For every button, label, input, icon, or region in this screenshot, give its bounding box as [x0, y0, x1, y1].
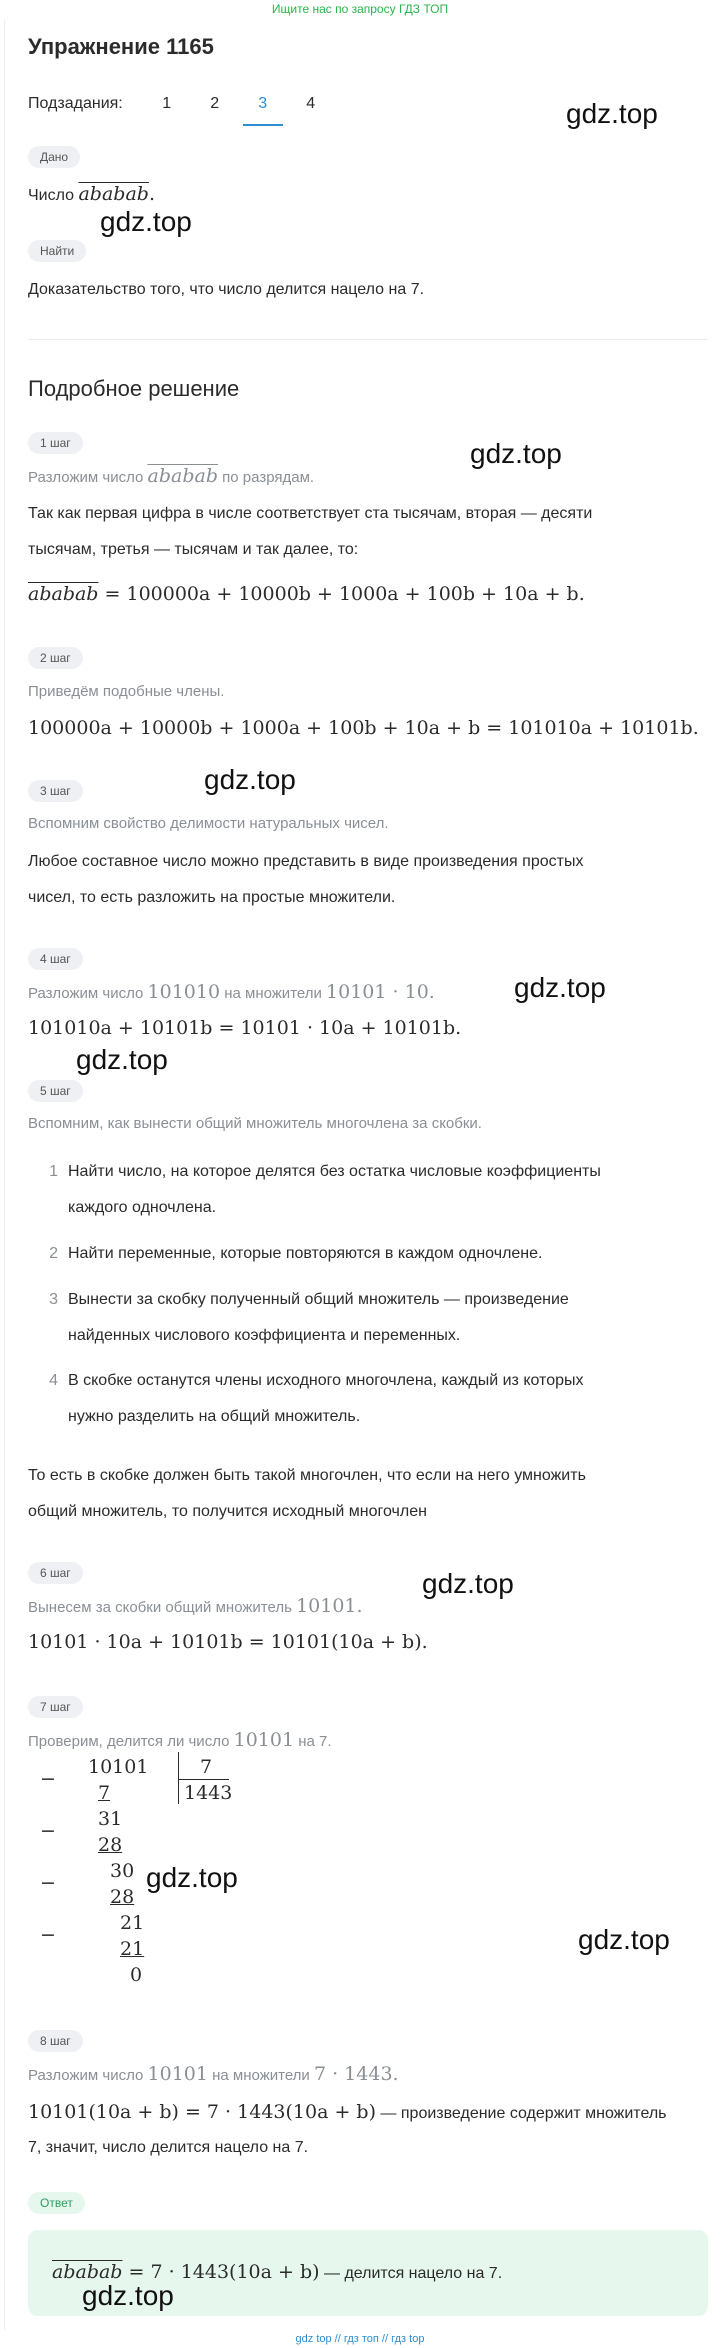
division-row: 21	[120, 1912, 145, 1934]
step-8-equation: 10101(10a + b) = 7 · 1443(10a + b) — произведение содержит множитель	[28, 2101, 667, 2123]
watermark: gdz.top	[82, 2280, 174, 2311]
step-5-badge: 5 шаг	[28, 1080, 83, 1102]
division-minus-sign: −	[40, 1820, 56, 1842]
division-row: 7	[98, 1782, 111, 1804]
step-4-equation: 101010a + 10101b = 10101 · 10a + 10101b.	[28, 1017, 462, 1039]
step-3-badge: 3 шаг	[28, 780, 83, 802]
division-divisor: 7	[200, 1756, 213, 1778]
division-minus-sign: −	[40, 1924, 56, 1946]
division-row: 28	[98, 1834, 123, 1856]
step-5-hint: Вспомним, как вынести общий множитель многочлена за скобки.	[28, 1115, 482, 1132]
step-1-hint: Разложим число ababab по разрядам.	[28, 465, 315, 487]
division-horizontal-bar	[179, 1779, 229, 1780]
answer-text: ababab = 7 · 1443(10a + b) — делится нацело на 7.	[52, 2261, 503, 2283]
step-6-equation: 10101 · 10a + 10101b = 10101(10a + b).	[28, 1631, 428, 1653]
step-2-equation: 100000a + 10000b + 1000a + 100b + 10a + b = 101010a + 10101b.	[28, 717, 699, 739]
tab-subtask-1[interactable]: 1	[162, 95, 172, 112]
subtasks-bar	[28, 88, 335, 120]
step-1-text-line-1: Так как первая цифра в числе соответствует ста тысячам, вторая — десяти	[28, 505, 593, 522]
solution-title: Подробное решение	[28, 376, 240, 401]
step-8-badge: 8 шаг	[28, 2030, 83, 2052]
footer-links[interactable]: gdz top // гдз топ // гдз top	[295, 2333, 425, 2345]
step-7-hint: Проверим, делится ли число 10101 на 7.	[28, 1729, 332, 1751]
subtasks-label: Подзадания:	[28, 95, 123, 112]
step-6-badge: 6 шаг	[28, 1562, 83, 1584]
division-vertical-bar	[178, 1752, 179, 1804]
division-minus-sign: −	[40, 1768, 56, 1790]
division-row: 0	[130, 1964, 143, 1986]
division-row: 28	[110, 1886, 135, 1908]
division-minus-sign: −	[40, 1872, 56, 1894]
division-row: 21	[120, 1938, 145, 1960]
step-5-text-line-2: общий множитель, то получится исходный многочлен	[28, 1503, 427, 1520]
step-8-text-line-2: 7, значит, число делится нацело на 7.	[28, 2139, 309, 2156]
tab-subtask-4[interactable]: 4	[306, 95, 316, 112]
step-6-hint: Вынесем за скобки общий множитель 10101.	[28, 1595, 363, 1617]
find-badge: Найти	[28, 240, 86, 262]
watermark: gdz.top	[100, 206, 192, 237]
promo-banner[interactable]: Ищите нас по запросу ГДЗ ТОП	[271, 2, 449, 16]
watermark: gdz.top	[578, 1924, 670, 1955]
step-4-hint: Разложим число 101010 на множители 10101 · 10.	[28, 981, 435, 1003]
step-5-text-line-1: То есть в скобке должен быть такой многочлен, что если на него умножить	[28, 1467, 586, 1484]
watermark: gdz.top	[514, 972, 606, 1003]
watermark: gdz.top	[566, 98, 658, 129]
step-1-text-line-2: тысячам, третья — тысячам и так далее, то:	[28, 541, 359, 558]
step-3-text-line-1: Любое составное число можно представить в виде произведения простых	[28, 853, 584, 870]
step-1-equation: ababab = 100000a + 10000b + 1000a + 100b + 10a + b.	[28, 583, 585, 605]
watermark: gdz.top	[204, 764, 296, 795]
division-row: 31	[98, 1808, 123, 1830]
step-3-text-line-2: чисел, то есть разложить на простые множители.	[28, 889, 396, 906]
step-8-hint: Разложим число 10101 на множители 7 · 1443.	[28, 2063, 399, 2085]
given-badge: Дано	[28, 146, 80, 168]
division-row: 30	[110, 1860, 135, 1882]
answer-badge: Ответ	[28, 2192, 85, 2214]
step-7-badge: 7 шаг	[28, 1696, 83, 1718]
given-text: Число ababab.	[28, 183, 155, 205]
division-quotient: 1443	[184, 1782, 233, 1804]
watermark: gdz.top	[422, 1568, 514, 1599]
step-2-badge: 2 шаг	[28, 647, 83, 669]
step-4-badge: 4 шаг	[28, 948, 83, 970]
step-1-badge: 1 шаг	[28, 432, 83, 454]
watermark: gdz.top	[470, 438, 562, 469]
tab-subtask-3[interactable]: 3	[239, 90, 287, 118]
section-divider	[28, 339, 708, 340]
page-title: Упражнение 1165	[28, 34, 214, 59]
step-2-hint: Приведём подобные члены.	[28, 683, 225, 700]
watermark: gdz.top	[146, 1862, 238, 1893]
tab-subtask-2[interactable]: 2	[210, 95, 220, 112]
step-3-hint: Вспомним свойство делимости натуральных чисел.	[28, 815, 389, 832]
division-dividend: 10101	[88, 1756, 149, 1778]
watermark: gdz.top	[76, 1044, 168, 1075]
find-text: Доказательство того, что число делится нацело на 7.	[28, 281, 425, 298]
